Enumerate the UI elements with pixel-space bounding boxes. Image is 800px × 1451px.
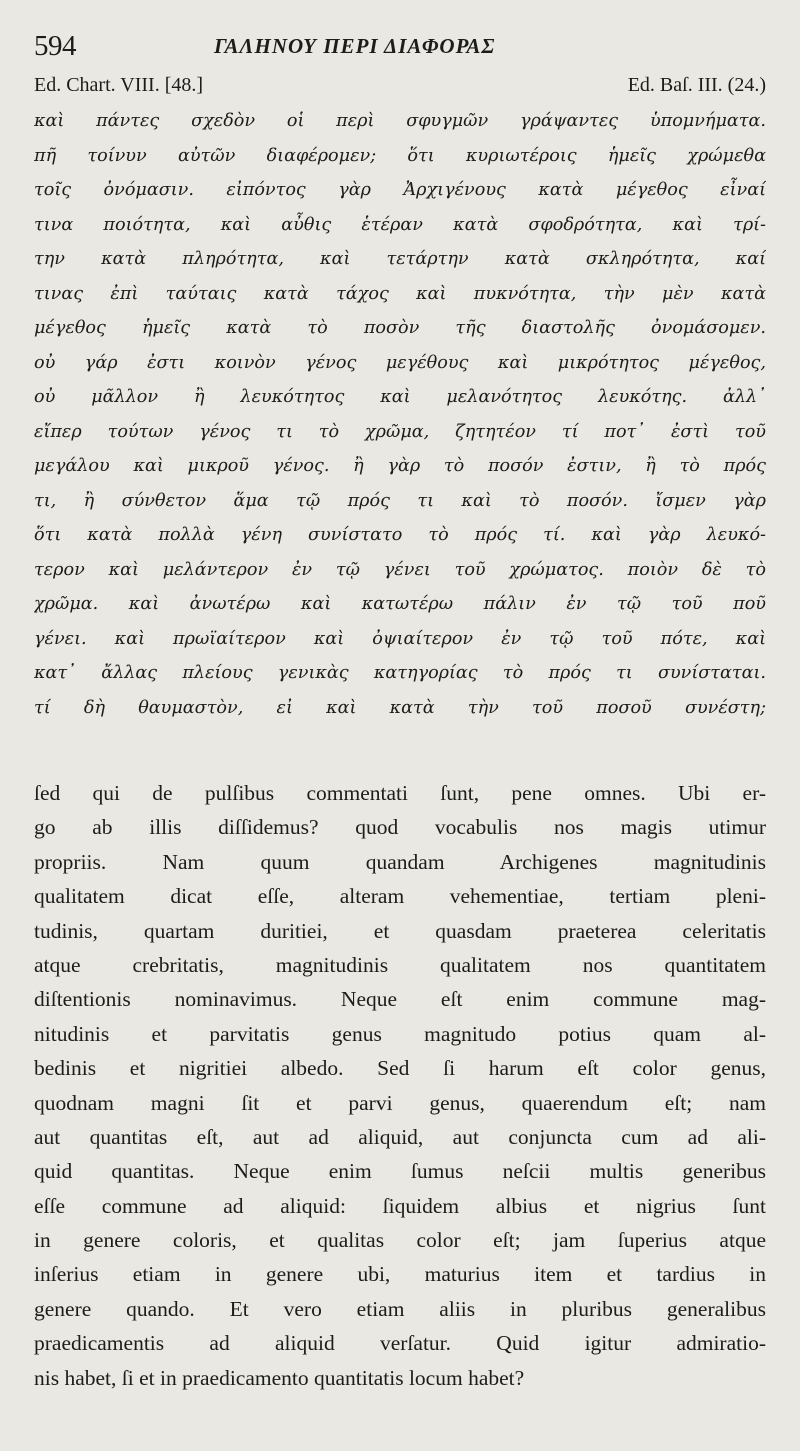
latin-line: nis habet, ſi et in praedicamento quantitatis locum habet? <box>34 1365 525 1390</box>
running-title: ΓΑΛΗΝΟΥ ΠΕΡΙ ΔΙΑΦΟΡΑΣ <box>214 34 496 58</box>
edition-references <box>34 74 766 102</box>
greek-line: οὐ μᾶλλον ἢ λευκότητος καὶ μελανότητος λευκότης. ἀλλ᾽ <box>34 387 766 407</box>
page-header <box>34 30 766 64</box>
greek-line: πῆ τοίνυν αὐτῶν διαφέρομεν; ὅτι κυριωτέροις ἡμεῖς χρώμεθα <box>34 145 766 166</box>
latin-line: praedicamentis ad aliquid verſatur. Quid igitur admiratio- <box>34 1331 766 1356</box>
latin-line: in genere coloris, et qualitas color eſt; jam ſuperius atque <box>34 1228 766 1253</box>
edition-chartier-reference: Ed. Chart. VIII. [48.] <box>34 74 204 96</box>
greek-line: τι, ἢ σύνθετον ἅμα τῷ πρός τι καὶ τὸ ποσόν. ἴσμεν γὰρ <box>34 490 766 511</box>
page-number: 594 <box>34 30 76 62</box>
greek-line: την κατὰ πληρότητα, καὶ τετάρτην κατὰ σκληρότητα, καί <box>34 249 766 269</box>
greek-line: τί δὴ θαυμαστὸν, εἰ καὶ κατὰ τὴν τοῦ ποσοῦ συνέστη; <box>34 697 766 718</box>
greek-line: μεγάλου καὶ μικροῦ γένος. ἢ γὰρ τὸ ποσόν ἐστιν, ἢ τὸ πρός <box>34 456 766 476</box>
latin-line: ſed qui de pulſibus commentati ſunt, pene omnes. Ubi er- <box>34 781 766 805</box>
greek-line: τερον καὶ μελάντερον ἐν τῷ γένει τοῦ χρώματος. ποιὸν δὲ τὸ <box>34 559 766 580</box>
greek-line: εἴπερ τούτων γένος τι τὸ χρῶμα, ζητητέον τί ποτ᾽ ἐστὶ τοῦ <box>34 421 766 442</box>
edition-basel-reference: Ed. Baſ. III. (24.) <box>627 74 766 96</box>
greek-line: τοῖς ὀνόμασιν. εἰπόντος γὰρ Ἀρχιγένους κατὰ μέγεθος εἶναί <box>34 180 766 200</box>
greek-line: τινα ποιότητα, καὶ αὖθις ἑτέραν κατὰ σφοδρότητα, καὶ τρί- <box>34 214 766 235</box>
latin-line: inſerius etiam in genere ubi, maturius item et tardius in <box>34 1262 766 1287</box>
greek-line: μέγεθος ἡμεῖς κατὰ τὸ ποσὸν τῆς διαστολῆς ὀνομάσομεν. <box>34 318 766 338</box>
latin-line: aut quantitas eſt, aut ad aliquid, aut conjuncta cum ad ali- <box>34 1124 766 1149</box>
greek-line: κατ᾽ ἄλλας πλείους γενικὰς κατηγορίας τὸ πρός τι συνίσταται. <box>34 663 766 683</box>
latin-line: diſtentionis nominavimus. Neque eſt enim commune mag- <box>34 987 766 1012</box>
latin-line: genere quando. Et vero etiam aliis in pluribus generalibus <box>34 1296 766 1321</box>
latin-line: propriis. Nam quum quandam Archigenes magnitudinis <box>34 849 766 874</box>
latin-line: atque crebritatis, magnitudinis qualitatem nos quantitatem <box>34 952 766 977</box>
greek-line: γένει. καὶ πρωϊαίτερον καὶ ὀψιαίτερον ἐν τῷ τοῦ πότε, καὶ <box>34 628 766 649</box>
greek-text-block <box>34 104 766 725</box>
latin-line: tudinis, quartam duritiei, et quasdam praeterea celeritatis <box>34 918 766 943</box>
latin-line: quodnam magni ſit et parvi genus, quaerendum eſt; nam <box>34 1090 766 1115</box>
latin-line: go ab illis diſſidemus? quod vocabulis nos magis utimur <box>34 815 766 840</box>
greek-line: χρῶμα. καὶ ἀνωτέρω καὶ κατωτέρω πάλιν ἐν τῷ τοῦ ποῦ <box>34 594 766 614</box>
greek-line: ὅτι κατὰ πολλὰ γένη συνίστατο τὸ πρός τί. καὶ γὰρ λευκό- <box>34 525 766 545</box>
latin-line: bedinis et nigritiei albedo. Sed ſi harum eſt color genus, <box>34 1056 766 1081</box>
greek-line: τινας ἐπὶ ταύταις κατὰ τάχος καὶ πυκνότητα, τὴν μὲν κατὰ <box>34 283 766 304</box>
latin-line: quid quantitas. Neque enim ſumus neſcii multis generibus <box>34 1159 766 1184</box>
latin-line: eſſe commune ad aliquid: ſiquidem albius et nigrius ſunt <box>34 1193 766 1218</box>
greek-line: οὐ γάρ ἐστι κοινὸν γένος μεγέθους καὶ μικρότητος μέγεθος, <box>34 352 766 373</box>
latin-line: nitudinis et parvitatis genus magnitudo potius quam al- <box>34 1021 766 1046</box>
greek-line: καὶ πάντες σχεδὸν οἱ περὶ σφυγμῶν γράψαντες ὑπομνήματα. <box>34 111 766 131</box>
latin-line: qualitatem dicat eſſe, alteram vehementiae, tertiam pleni- <box>34 884 766 909</box>
latin-translation-block <box>34 776 766 1395</box>
